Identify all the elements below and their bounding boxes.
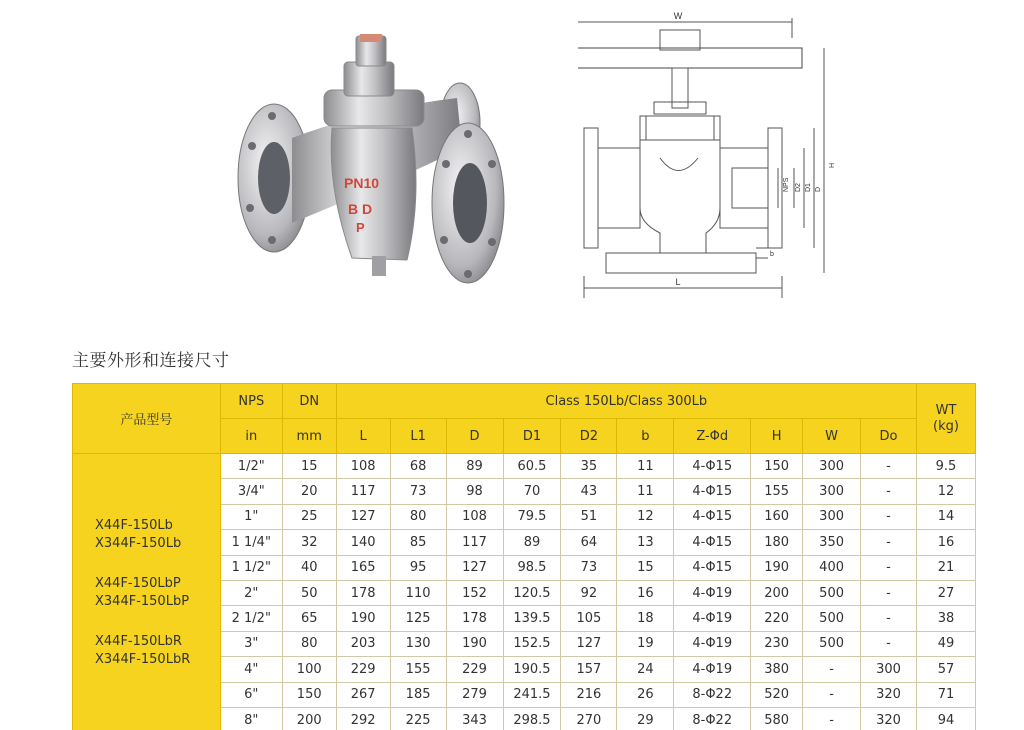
table-cell: 320: [861, 707, 917, 730]
table-cell: 4-Φ19: [674, 657, 751, 682]
table-cell: 11: [617, 479, 674, 504]
table-cell: 4-Φ19: [674, 606, 751, 631]
table-cell: 65: [282, 606, 336, 631]
table-cell: 139.5: [503, 606, 561, 631]
header-row-1: [73, 384, 976, 419]
table-cell: 520: [751, 682, 803, 707]
table-cell: 15: [617, 555, 674, 580]
table-cell: 35: [561, 454, 617, 479]
table-cell: 4": [220, 657, 282, 682]
drawing-label-w: W: [673, 11, 683, 21]
table-cell: 155: [751, 479, 803, 504]
table-cell: 300: [803, 504, 861, 529]
table-cell: 40: [282, 555, 336, 580]
table-cell: 32: [282, 530, 336, 555]
table-cell: 1 1/4": [220, 530, 282, 555]
table-cell: -: [861, 555, 917, 580]
header-dn: DN: [282, 384, 336, 419]
table-cell: 185: [390, 682, 446, 707]
table-cell: -: [803, 657, 861, 682]
body-marking-p: P: [356, 220, 365, 235]
table-cell: 270: [561, 707, 617, 730]
table-cell: 4-Φ15: [674, 530, 751, 555]
table-cell: 125: [390, 606, 446, 631]
table-cell: 108: [446, 504, 503, 529]
header-col: D2: [561, 419, 617, 454]
table-cell: 117: [446, 530, 503, 555]
table-cell: 229: [336, 657, 390, 682]
table-cell: 50: [282, 580, 336, 605]
table-cell: 18: [617, 606, 674, 631]
table-cell: 229: [446, 657, 503, 682]
table-cell: 120.5: [503, 580, 561, 605]
header-dn-unit: mm: [282, 419, 336, 454]
header-col: L1: [390, 419, 446, 454]
table-cell: 350: [803, 530, 861, 555]
table-cell: 1/2": [220, 454, 282, 479]
table-cell: 200: [282, 707, 336, 730]
table-cell: 43: [561, 479, 617, 504]
drawing-label-d2: D2: [795, 183, 802, 192]
table-cell: 27: [916, 580, 975, 605]
section-title: 主要外形和连接尺寸: [72, 351, 230, 371]
table-cell: 150: [751, 454, 803, 479]
model-name: X344F-150Lb: [95, 536, 182, 552]
header-col: Do: [861, 419, 917, 454]
table-cell: 3": [220, 631, 282, 656]
drawing-label-d1: D1: [805, 183, 812, 192]
table-cell: 68: [390, 454, 446, 479]
model-group-gap: [95, 611, 218, 633]
table-cell: 4-Φ15: [674, 479, 751, 504]
table-cell: 190: [446, 631, 503, 656]
table-cell: -: [803, 682, 861, 707]
table-cell: 4-Φ19: [674, 580, 751, 605]
table-cell: 12: [617, 504, 674, 529]
model-cell: [73, 454, 221, 730]
header-wt-text: WT (kg): [933, 402, 959, 434]
table-cell: 4-Φ15: [674, 504, 751, 529]
header-wt: [916, 384, 975, 454]
table-cell: 127: [336, 504, 390, 529]
table-cell: 1 1/2": [220, 555, 282, 580]
table-cell: 400: [803, 555, 861, 580]
table-cell: 216: [561, 682, 617, 707]
table-cell: 320: [861, 682, 917, 707]
table-cell: 155: [390, 657, 446, 682]
table-cell: 64: [561, 530, 617, 555]
table-cell: 108: [336, 454, 390, 479]
table-row: [73, 454, 976, 479]
header-col: W: [803, 419, 861, 454]
table-cell: 292: [336, 707, 390, 730]
table-cell: 500: [803, 606, 861, 631]
table-cell: 20: [282, 479, 336, 504]
table-cell: 580: [751, 707, 803, 730]
table-cell: 105: [561, 606, 617, 631]
table-cell: 140: [336, 530, 390, 555]
header-nps-unit: in: [220, 419, 282, 454]
table-cell: 203: [336, 631, 390, 656]
table-cell: 380: [751, 657, 803, 682]
table-cell: 225: [390, 707, 446, 730]
table-cell: -: [861, 606, 917, 631]
valve-technical-drawing: [578, 8, 850, 298]
table-cell: 117: [336, 479, 390, 504]
table-cell: 16: [916, 530, 975, 555]
table-cell: 267: [336, 682, 390, 707]
table-cell: 300: [803, 479, 861, 504]
table-cell: 8": [220, 707, 282, 730]
table-cell: 220: [751, 606, 803, 631]
table-cell: 8-Φ22: [674, 682, 751, 707]
table-cell: 8-Φ22: [674, 707, 751, 730]
table-cell: 200: [751, 580, 803, 605]
table-cell: -: [861, 454, 917, 479]
table-cell: 2": [220, 580, 282, 605]
drawing-label-l: L: [675, 277, 681, 287]
header-nps: NPS: [220, 384, 282, 419]
table-cell: 29: [617, 707, 674, 730]
table-cell: 57: [916, 657, 975, 682]
table-cell: -: [861, 504, 917, 529]
model-name: X344F-150LbR: [95, 652, 191, 668]
table-cell: 71: [916, 682, 975, 707]
table-cell: 178: [336, 580, 390, 605]
table-cell: 98: [446, 479, 503, 504]
table-cell: 80: [390, 504, 446, 529]
table-cell: -: [861, 530, 917, 555]
table-cell: 165: [336, 555, 390, 580]
table-cell: 300: [861, 657, 917, 682]
table-cell: 38: [916, 606, 975, 631]
table-cell: 14: [916, 504, 975, 529]
table-cell: 73: [390, 479, 446, 504]
table-cell: 51: [561, 504, 617, 529]
body-marking-bd: B D: [348, 201, 373, 217]
table-cell: 94: [916, 707, 975, 730]
table-cell: 16: [617, 580, 674, 605]
table-cell: 2 1/2": [220, 606, 282, 631]
table-cell: 98.5: [503, 555, 561, 580]
valve-product-photo: [232, 28, 510, 296]
dimension-table: [72, 383, 976, 730]
table-cell: 80: [282, 631, 336, 656]
table-cell: 500: [803, 631, 861, 656]
header-model: 产品型号: [73, 384, 221, 454]
table-cell: 19: [617, 631, 674, 656]
table-cell: 152: [446, 580, 503, 605]
table-cell: 110: [390, 580, 446, 605]
table-cell: 73: [561, 555, 617, 580]
table-cell: 298.5: [503, 707, 561, 730]
table-cell: 79.5: [503, 504, 561, 529]
table-cell: 89: [446, 454, 503, 479]
table-cell: 9.5: [916, 454, 975, 479]
table-cell: 11: [617, 454, 674, 479]
model-name: X44F-150LbR: [95, 634, 182, 650]
table-cell: 300: [803, 454, 861, 479]
table-cell: 70: [503, 479, 561, 504]
table-cell: 85: [390, 530, 446, 555]
table-cell: 178: [446, 606, 503, 631]
model-name: X44F-150LbP: [95, 576, 181, 592]
header-col: Z-Φd: [674, 419, 751, 454]
table-cell: 1": [220, 504, 282, 529]
header-col: b: [617, 419, 674, 454]
table-cell: 279: [446, 682, 503, 707]
model-name: X344F-150LbP: [95, 594, 190, 610]
header-col: D1: [503, 419, 561, 454]
drawing-label-d: D: [815, 186, 822, 192]
table-cell: 127: [561, 631, 617, 656]
header-col: L: [336, 419, 390, 454]
table-cell: 130: [390, 631, 446, 656]
header-col: H: [751, 419, 803, 454]
table-cell: 15: [282, 454, 336, 479]
table-cell: 25: [282, 504, 336, 529]
table-cell: 24: [617, 657, 674, 682]
table-cell: 343: [446, 707, 503, 730]
table-cell: -: [861, 479, 917, 504]
drawing-label-h: H: [829, 162, 836, 168]
table-cell: 6": [220, 682, 282, 707]
table-cell: -: [803, 707, 861, 730]
drawing-label-nps: NPS: [783, 177, 790, 192]
table-cell: 21: [916, 555, 975, 580]
header-class: Class 150Lb/Class 300Lb: [336, 384, 916, 419]
table-cell: 49: [916, 631, 975, 656]
model-name: X44F-150Lb: [95, 518, 173, 534]
table-cell: 26: [617, 682, 674, 707]
table-cell: 13: [617, 530, 674, 555]
table-cell: 4-Φ19: [674, 631, 751, 656]
table-cell: 157: [561, 657, 617, 682]
table-cell: 152.5: [503, 631, 561, 656]
table-cell: 180: [751, 530, 803, 555]
table-cell: 89: [503, 530, 561, 555]
table-cell: 160: [751, 504, 803, 529]
table-cell: 60.5: [503, 454, 561, 479]
table-cell: 92: [561, 580, 617, 605]
table-cell: 190.5: [503, 657, 561, 682]
table-cell: 4-Φ15: [674, 555, 751, 580]
table-cell: 4-Φ15: [674, 454, 751, 479]
table-cell: -: [861, 580, 917, 605]
table-cell: -: [861, 631, 917, 656]
table-cell: 500: [803, 580, 861, 605]
table-cell: 241.5: [503, 682, 561, 707]
table-cell: 150: [282, 682, 336, 707]
table-cell: 230: [751, 631, 803, 656]
table-cell: 12: [916, 479, 975, 504]
table-cell: 100: [282, 657, 336, 682]
model-group-gap: [95, 553, 218, 575]
table-cell: 190: [336, 606, 390, 631]
header-col: D: [446, 419, 503, 454]
drawing-label-b: b: [770, 251, 774, 258]
body-marking-pn: PN10: [344, 175, 380, 191]
table-cell: 3/4": [220, 479, 282, 504]
table-cell: 95: [390, 555, 446, 580]
table-body: [73, 454, 976, 730]
table-cell: 127: [446, 555, 503, 580]
table-cell: 190: [751, 555, 803, 580]
